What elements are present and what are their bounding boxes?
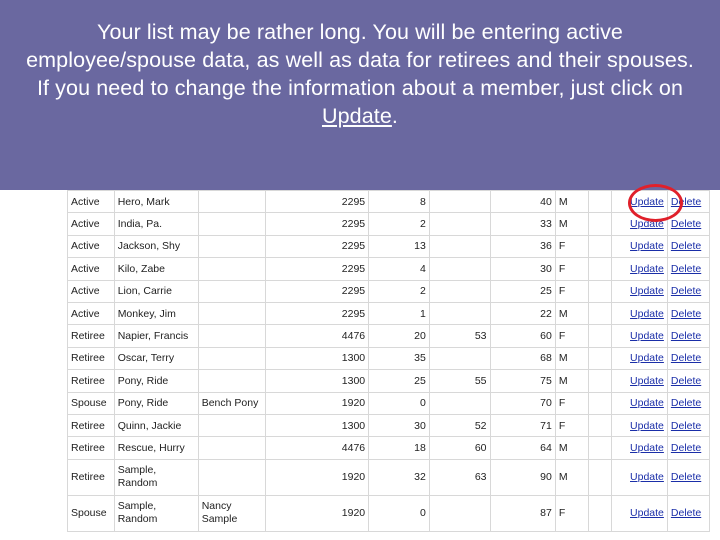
sex-cell: F xyxy=(555,325,588,347)
update-link-cell xyxy=(611,495,667,531)
update-link-cell xyxy=(611,235,667,257)
update-link-cell xyxy=(611,392,667,414)
sex-cell: F xyxy=(555,414,588,436)
age-cell: 90 xyxy=(490,459,555,495)
age-cell: 68 xyxy=(490,347,555,369)
member-type-cell: Retiree xyxy=(68,414,115,436)
delete-link-cell xyxy=(667,302,709,324)
member-type-cell: Retiree xyxy=(68,370,115,392)
delete-link-cell xyxy=(667,258,709,280)
delete-link-cell xyxy=(667,235,709,257)
instruction-banner xyxy=(0,0,720,190)
delete-link[interactable]: Delete xyxy=(670,307,702,320)
spouse-name-cell xyxy=(198,459,266,495)
update-link-cell xyxy=(611,437,667,459)
delete-link[interactable]: Delete xyxy=(670,195,702,208)
years-service-cell: 13 xyxy=(369,235,430,257)
update-link[interactable]: Update xyxy=(630,330,664,343)
update-link-cell xyxy=(611,213,667,235)
update-link[interactable]: Update xyxy=(630,374,664,387)
member-name-cell: Quinn, Jackie xyxy=(114,414,198,436)
update-link[interactable]: Update xyxy=(630,240,664,253)
table-row xyxy=(68,191,710,213)
spouse-name-cell xyxy=(198,370,266,392)
member-name-cell: Pony, Ride xyxy=(114,370,198,392)
age-cell: 64 xyxy=(490,437,555,459)
age-cell: 70 xyxy=(490,392,555,414)
spacer-cell xyxy=(588,302,611,324)
spacer-cell xyxy=(588,495,611,531)
update-link-cell xyxy=(611,258,667,280)
update-link-cell xyxy=(611,414,667,436)
spouse-name-cell: Bench Pony xyxy=(198,392,266,414)
member-name-cell: Oscar, Terry xyxy=(114,347,198,369)
delete-link[interactable]: Delete xyxy=(670,352,702,365)
delete-link-cell xyxy=(667,495,709,531)
sex-cell: M xyxy=(555,191,588,213)
age-cell: 60 xyxy=(490,325,555,347)
years-service-cell: 2 xyxy=(369,280,430,302)
update-link[interactable]: Update xyxy=(630,470,664,483)
years-service-cell: 18 xyxy=(369,437,430,459)
update-link-cell xyxy=(611,370,667,392)
age-cell: 87 xyxy=(490,495,555,531)
spacer-cell xyxy=(588,459,611,495)
member-type-cell: Spouse xyxy=(68,392,115,414)
delete-link[interactable]: Delete xyxy=(670,285,702,298)
update-link-cell xyxy=(611,280,667,302)
spouse-name-cell xyxy=(198,280,266,302)
plan-code-cell: 4476 xyxy=(266,437,369,459)
table-row xyxy=(68,347,710,369)
years-service-cell: 32 xyxy=(369,459,430,495)
plan-code-cell: 4476 xyxy=(266,325,369,347)
years-service-cell: 35 xyxy=(369,347,430,369)
table-row xyxy=(68,437,710,459)
sex-cell: F xyxy=(555,495,588,531)
member-name-cell: Rescue, Hurry xyxy=(114,437,198,459)
spouse-name-cell xyxy=(198,213,266,235)
age-cell: 75 xyxy=(490,370,555,392)
delete-link-cell xyxy=(667,347,709,369)
plan-code-cell: 1920 xyxy=(266,495,369,531)
years-service-cell: 20 xyxy=(369,325,430,347)
member-name-cell: Sample, Random xyxy=(114,495,198,531)
update-link[interactable]: Update xyxy=(630,285,664,298)
update-link-cell xyxy=(611,459,667,495)
table-row xyxy=(68,258,710,280)
update-link-cell xyxy=(611,302,667,324)
years-service-cell: 8 xyxy=(369,191,430,213)
update-link-cell xyxy=(611,325,667,347)
sex-cell: M xyxy=(555,213,588,235)
member-type-cell: Retiree xyxy=(68,347,115,369)
member-name-cell: Lion, Carrie xyxy=(114,280,198,302)
spacer-cell xyxy=(588,280,611,302)
update-link[interactable]: Update xyxy=(630,262,664,275)
delete-link-cell xyxy=(667,325,709,347)
table-row xyxy=(68,280,710,302)
update-link[interactable]: Update xyxy=(630,352,664,365)
spacer-cell xyxy=(588,370,611,392)
member-type-cell: Active xyxy=(68,302,115,324)
retire-age-cell xyxy=(429,213,490,235)
update-link[interactable]: Update xyxy=(630,307,664,320)
delete-link-cell xyxy=(667,370,709,392)
delete-link[interactable]: Delete xyxy=(670,397,702,410)
delete-link[interactable]: Delete xyxy=(670,330,702,343)
member-name-cell: Sample, Random xyxy=(114,459,198,495)
spacer-cell xyxy=(588,191,611,213)
spouse-name-cell xyxy=(198,235,266,257)
retire-age-cell xyxy=(429,495,490,531)
years-service-cell: 4 xyxy=(369,258,430,280)
member-type-cell: Spouse xyxy=(68,495,115,531)
plan-code-cell: 1920 xyxy=(266,459,369,495)
years-service-cell: 1 xyxy=(369,302,430,324)
member-type-cell: Retiree xyxy=(68,325,115,347)
retire-age-cell xyxy=(429,258,490,280)
sex-cell: F xyxy=(555,280,588,302)
sex-cell: F xyxy=(555,235,588,257)
spacer-cell xyxy=(588,213,611,235)
plan-code-cell: 2295 xyxy=(266,258,369,280)
years-service-cell: 2 xyxy=(369,213,430,235)
delete-link-cell xyxy=(667,459,709,495)
sex-cell: M xyxy=(555,437,588,459)
update-link[interactable]: Update xyxy=(630,441,664,454)
update-link[interactable]: Update xyxy=(630,419,664,432)
table-row xyxy=(68,414,710,436)
member-type-cell: Active xyxy=(68,280,115,302)
table-row xyxy=(68,459,710,495)
plan-code-cell: 2295 xyxy=(266,302,369,324)
member-name-cell: Pony, Ride xyxy=(114,392,198,414)
member-name-cell: Jackson, Shy xyxy=(114,235,198,257)
age-cell: 22 xyxy=(490,302,555,324)
sex-cell: M xyxy=(555,347,588,369)
plan-code-cell: 1920 xyxy=(266,392,369,414)
spacer-cell xyxy=(588,347,611,369)
member-type-cell: Active xyxy=(68,235,115,257)
table-row xyxy=(68,325,710,347)
delete-link-cell xyxy=(667,414,709,436)
update-reference-text: Update xyxy=(321,104,392,128)
plan-code-cell: 1300 xyxy=(266,370,369,392)
table-row xyxy=(68,213,710,235)
sex-cell: F xyxy=(555,392,588,414)
spacer-cell xyxy=(588,325,611,347)
update-link[interactable]: Update xyxy=(630,195,664,208)
delete-link[interactable]: Delete xyxy=(670,419,702,432)
years-service-cell: 0 xyxy=(369,392,430,414)
spacer-cell xyxy=(588,437,611,459)
retire-age-cell: 63 xyxy=(429,459,490,495)
age-cell: 36 xyxy=(490,235,555,257)
member-type-cell: Retiree xyxy=(68,459,115,495)
delete-link-cell xyxy=(667,213,709,235)
member-type-cell: Active xyxy=(68,258,115,280)
member-table xyxy=(67,190,710,532)
delete-link[interactable]: Delete xyxy=(670,470,702,483)
retire-age-cell: 53 xyxy=(429,325,490,347)
spouse-name-cell xyxy=(198,258,266,280)
member-name-cell: Monkey, Jim xyxy=(114,302,198,324)
instruction-text xyxy=(20,18,700,130)
spouse-name-cell xyxy=(198,302,266,324)
update-link-cell xyxy=(611,191,667,213)
delete-link-cell xyxy=(667,191,709,213)
member-table-container xyxy=(67,190,710,540)
plan-code-cell: 2295 xyxy=(266,213,369,235)
update-link[interactable]: Update xyxy=(630,218,664,231)
delete-link[interactable]: Delete xyxy=(670,374,702,387)
retire-age-cell xyxy=(429,347,490,369)
delete-link[interactable]: Delete xyxy=(670,441,702,454)
delete-link[interactable]: Delete xyxy=(670,218,702,231)
years-service-cell: 25 xyxy=(369,370,430,392)
age-cell: 25 xyxy=(490,280,555,302)
table-row xyxy=(68,495,710,531)
spacer-cell xyxy=(588,392,611,414)
delete-link-cell xyxy=(667,437,709,459)
plan-code-cell: 2295 xyxy=(266,235,369,257)
update-link[interactable]: Update xyxy=(630,506,664,519)
sex-cell: M xyxy=(555,302,588,324)
sex-cell: M xyxy=(555,370,588,392)
delete-link[interactable]: Delete xyxy=(670,240,702,253)
age-cell: 40 xyxy=(490,191,555,213)
member-type-cell: Active xyxy=(68,213,115,235)
delete-link[interactable]: Delete xyxy=(670,506,702,519)
member-name-cell: Napier, Francis xyxy=(114,325,198,347)
delete-link-cell xyxy=(667,392,709,414)
spouse-name-cell xyxy=(198,437,266,459)
age-cell: 33 xyxy=(490,213,555,235)
retire-age-cell: 60 xyxy=(429,437,490,459)
spouse-name-cell xyxy=(198,347,266,369)
delete-link-cell xyxy=(667,280,709,302)
table-row xyxy=(68,235,710,257)
retire-age-cell: 55 xyxy=(429,370,490,392)
retire-age-cell xyxy=(429,235,490,257)
plan-code-cell: 2295 xyxy=(266,280,369,302)
spouse-name-cell xyxy=(198,414,266,436)
years-service-cell: 0 xyxy=(369,495,430,531)
spacer-cell xyxy=(588,235,611,257)
table-row xyxy=(68,370,710,392)
instruction-text-end: . xyxy=(391,104,398,128)
age-cell: 71 xyxy=(490,414,555,436)
retire-age-cell xyxy=(429,191,490,213)
member-name-cell: Kilo, Zabe xyxy=(114,258,198,280)
sex-cell: M xyxy=(555,459,588,495)
delete-link[interactable]: Delete xyxy=(670,262,702,275)
spacer-cell xyxy=(588,414,611,436)
spouse-name-cell xyxy=(198,191,266,213)
spouse-name-cell: Nancy Sample xyxy=(198,495,266,531)
spouse-name-cell xyxy=(198,325,266,347)
age-cell: 30 xyxy=(490,258,555,280)
instruction-text-body: Your list may be rather long. You will be entering active employee/spouse data, as well as data for retirees and their spouses. If you need to change the information about a member, just click on xyxy=(26,20,694,100)
update-link[interactable]: Update xyxy=(630,397,664,410)
retire-age-cell xyxy=(429,280,490,302)
plan-code-cell: 2295 xyxy=(266,191,369,213)
spacer-cell xyxy=(588,258,611,280)
years-service-cell: 30 xyxy=(369,414,430,436)
table-row xyxy=(68,392,710,414)
member-name-cell: Hero, Mark xyxy=(114,191,198,213)
member-type-cell: Active xyxy=(68,191,115,213)
sex-cell: F xyxy=(555,258,588,280)
retire-age-cell xyxy=(429,392,490,414)
retire-age-cell xyxy=(429,302,490,324)
update-link-cell xyxy=(611,347,667,369)
retire-age-cell: 52 xyxy=(429,414,490,436)
table-row xyxy=(68,302,710,324)
member-name-cell: India, Pa. xyxy=(114,213,198,235)
member-type-cell: Retiree xyxy=(68,437,115,459)
plan-code-cell: 1300 xyxy=(266,414,369,436)
plan-code-cell: 1300 xyxy=(266,347,369,369)
